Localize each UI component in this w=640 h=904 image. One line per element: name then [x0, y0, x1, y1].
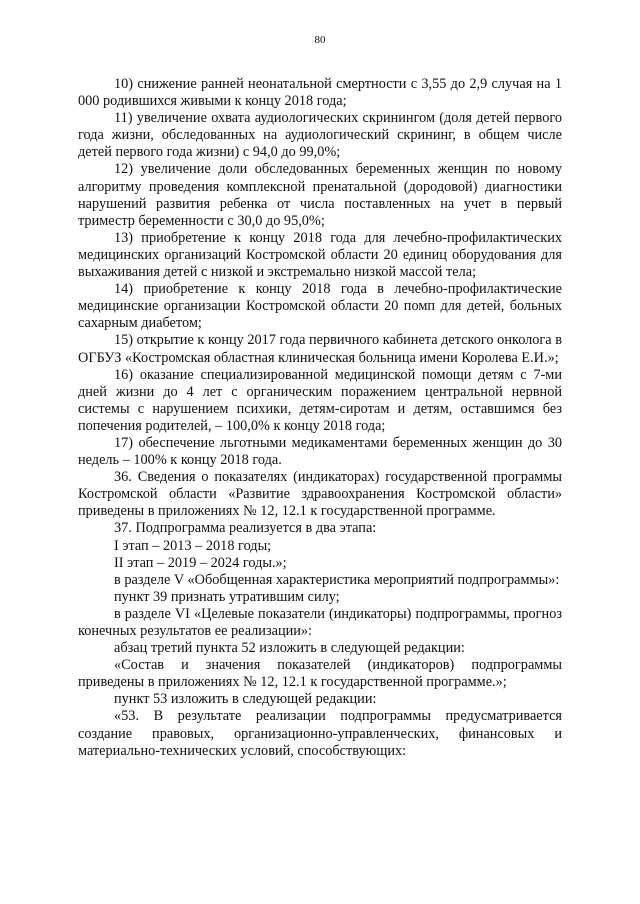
document-body	[78, 76, 562, 760]
page-number: 80	[314, 34, 326, 46]
paragraph: I этап – 2013 – 2018 годы;	[114, 537, 272, 554]
paragraph: в разделе V «Обобщенная характеристика мероприятий подпрограммы»:	[114, 571, 560, 588]
paragraph: 12) увеличение доли обследованных беременных женщин по новому алгоритму проведения комплексной пренатальной (дородовой) диагностики нарушений развития ребенка от числа поставленных на учет в первый триместр беременности с 30,0 до 95,0%;	[78, 161, 562, 229]
paragraph: 13) приобретение к концу 2018 года для лечебно-профилактических медицинских организаций Костромской области 20 единиц оборудования для выхаживания детей с низкой и экстремально низкой массой тела;	[78, 229, 562, 281]
paragraph: пункт 53 изложить в следующей редакции:	[114, 691, 377, 708]
paragraph: 16) оказание специализированной медицинской помощи детям с 7-ми дней жизни до 4 лет с органическим поражением центральной нервной системы с нарушением психики, детям-сиротам и детям, оставшимся без попечения родителей, – 100,0% к концу 2018 года;	[78, 366, 562, 434]
paragraph: в разделе VI «Целевые показатели (индикаторы) подпрограммы, прогноз конечных результатов ее реализации»:	[78, 605, 562, 639]
paragraph: «Состав и значения показателей (индикаторов) подпрограммы приведены в приложениях № 12, 12.1 к государственной программе.»;	[78, 657, 562, 691]
paragraph: 37. Подпрограмма реализуется в два этапа:	[114, 520, 377, 537]
paragraph: 36. Сведения о показателях (индикаторах) государственной программы Костромской области «Развитие здравоохранения Костромской области» приведены в приложениях № 12, 12.1 к государственной программе.	[78, 469, 562, 520]
paragraph: 14) приобретение к концу 2018 года в лечебно-профилактические медицинские организации Костромской области 20 помп для детей, больных сахарным диабетом;	[78, 281, 562, 332]
paragraph: 17) обеспечение льготными медикаментами беременных женщин до 30 недель – 100% к концу 2018 года.	[78, 434, 562, 469]
paragraph: 15) открытие к концу 2017 года первичного кабинета детского онколога в ОГБУЗ «Костромская областная клиническая больница имени Королева Е.И.»;	[78, 332, 562, 366]
paragraph: пункт 39 признать утратившим силу;	[114, 588, 340, 605]
paragraph: II этап – 2019 – 2024 годы.»;	[114, 554, 287, 571]
paragraph: 10) снижение ранней неонатальной смертности с 3,55 до 2,9 случая на 1 000 родившихся живыми к концу 2018 года;	[78, 76, 562, 110]
paragraph: «53. В результате реализации подпрограммы предусматривается создание правовых, организационно-управленческих, финансовых и материально-технических условий, способствующих:	[78, 708, 562, 759]
paragraph: 11) увеличение охвата аудиологических скринингом (доля детей первого года жизни, обследованных на аудиологический скрининг, в общем числе детей первого года жизни) с 94,0 до 99,0%;	[78, 110, 562, 161]
paragraph: абзац третий пункта 52 изложить в следующей редакции:	[114, 640, 465, 657]
